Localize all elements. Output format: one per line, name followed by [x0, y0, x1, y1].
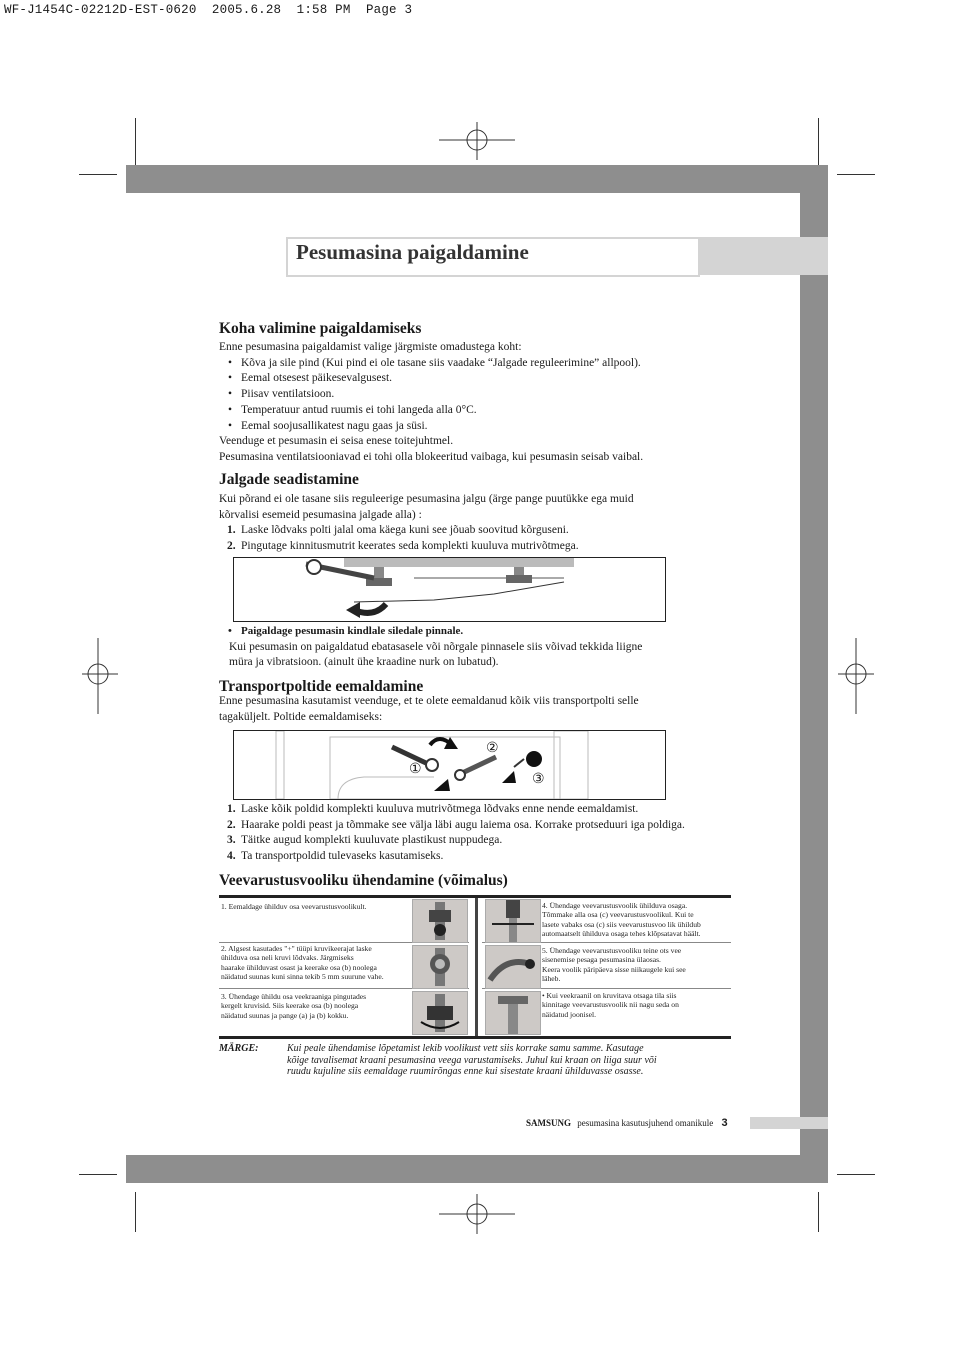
note-text: Kui peale ühendamise lõpetamist lekib voolikust vett siis korrake samu samme. Kasutage kõige tavalisemat kraani pesumasina veega varustamiseks. Juhul kui kraan on liiga suur või ruudu kujuline siis eemaldage ruumirõngas enne kui sisestate kraani ühilduvasse osasse. [287, 1043, 657, 1077]
section-heading-transport-bolts: Transportpoltide eemaldamine [219, 678, 424, 695]
bold-list-item: • Paigaldage pesumasin kindlale siledale pinnale. [228, 625, 464, 637]
note-label: MÄRGE: [219, 1043, 259, 1054]
feet-adjustment-illustration [233, 557, 666, 622]
step-item: 3. Täitke augud komplekti kuuluvate plastikust nuppudega. [227, 834, 503, 847]
transport-bolts-intro [219, 694, 639, 725]
body-text: Kui pesumasin on paigaldatud ebatasasele või nõrgale pinnasele siis võivad tekkida liigne [229, 640, 643, 653]
hose-step-image [485, 991, 541, 1035]
location-section [219, 340, 643, 466]
list-item: • Eemal otsesest päikesevalgusest. [228, 372, 393, 385]
top-frame-bar [126, 165, 828, 193]
step-item: 1. Laske kõik poldid komplekti kuuluva mutrivõtmega lõdvaks enne nende eemaldamist. [227, 803, 639, 815]
table-column-divider [475, 898, 478, 1036]
footer-text: pesumasina kasutusjuhend omanikule [577, 1118, 714, 1128]
registration-mark-bottom [437, 1192, 517, 1236]
hose-step-cell: 3. Ühendage ühildu osa veekraaniga pingutades kergelt kruvisid. Siis keerake osa (b) noolega näidatud suunas ja pange (a) ja (b) kokku. [221, 992, 367, 1020]
registration-mark-left [80, 636, 120, 716]
step-item: 1. Laske lõdvaks polti jalal oma käega kuni see jõuab soovitud kõrguseni. [227, 524, 569, 537]
intro-text: tagaküljelt. Poltide eemaldamiseks: [219, 710, 383, 723]
feet-section [219, 492, 634, 555]
body-text: Veenduge et pesumasin ei seisa enese toitejuhtmel. [219, 435, 454, 448]
intro-text: Kui põrand ei ole tasane siis reguleerige pesumasina jalgu (ärge pange puutükke ega muid [219, 493, 634, 505]
transport-bolts-steps [219, 802, 685, 865]
intro-text: Enne pesumasina paigaldamist valige järgmiste omadustega koht: [219, 341, 522, 353]
section-heading-hose: Veevarustusvooliku ühendamine (võimalus) [219, 872, 508, 889]
transport-bolts-illustration [233, 730, 666, 800]
section-heading-feet: Jalgade seadistamine [219, 471, 359, 488]
feet-notes [219, 624, 642, 671]
bottom-frame-bar [126, 1155, 828, 1183]
footer-bar [750, 1117, 828, 1129]
brand-name: SAMSUNG [526, 1118, 572, 1128]
hose-step-cell: 1. Eemaldage ühilduv osa veevarustusvoolikult. [221, 902, 367, 911]
intro-text: kõrvalisi esemeid pesumasina jalgade alla) : [219, 508, 422, 521]
page-number: 3 [721, 1117, 728, 1129]
body-text: müra ja vibratsioon. (ainult ühe kraadine nurk on lubatud). [229, 656, 499, 669]
hose-step-image [485, 945, 541, 989]
print-slug: WF-J1454C-02212D-EST-0620 2005.6.28 1:58 PM Page 3 [4, 3, 413, 17]
hose-step-image [412, 899, 468, 943]
hose-step-image [412, 945, 468, 989]
list-item: • Temperatuur antud ruumis ei tohi langeda alla 0°C. [228, 403, 477, 416]
list-item: • Kõva ja sile pind (Kui pind ei ole tasane siis vaadake “Jalgade reguleerimine” allpool). [228, 356, 641, 369]
bolts-illustration-svg [234, 731, 665, 799]
callout-label: ② [486, 741, 499, 756]
hose-step-cell: 4. Ühendage veevarustusvoolik ühilduva osaga. Tõmmake alla osa (c) veevarustusvoolikul. Kui te lasete vabaks osa (c) siis veevarustusvoo lik ühildub automaatselt ühilduva osaga tehes klõpsatavat häält. [542, 901, 701, 938]
feet-illustration-svg [234, 558, 665, 621]
step-item: 2. Pingutage kinnitusmutrit keerates seda komplekti kuuluva mutrivõtmega. [227, 540, 579, 553]
hose-step-image [412, 991, 468, 1035]
intro-text: Enne pesumasina kasutamist veenduge, et te olete eemaldanud kõik viis transportpolti selle [219, 695, 639, 707]
registration-mark-right [836, 636, 876, 716]
list-item: • Eemal soojusallikatest nagu gaas ja süsi. [228, 419, 428, 432]
title-band [698, 237, 828, 275]
callout-label: ① [409, 762, 422, 777]
registration-mark-top [437, 120, 517, 164]
hose-step-cell: 5. Ühendage veevarustusvooliku teine ots vee sisenemise pesaga pesumasina ülaosas. Keera voolik päripäeva sisse niikaugele kui see läheb. [542, 946, 686, 983]
list-item: • Piisav ventilatsioon. [228, 388, 335, 401]
page-title: Pesumasina paigaldamine [296, 240, 529, 264]
hose-step-cell: • Kui veekraanil on kruvitava otsaga tila siis kinnitage veevarustusvoolik nii nagu seda on näidatud joonisel. [542, 991, 679, 1019]
step-item: 2. Haarake poldi peast ja tõmmake see välja läbi augu laiema osa. Korrake protseduuri iga poldiga. [227, 818, 685, 831]
section-heading-location: Koha valimine paigaldamiseks [219, 320, 422, 337]
page-footer [526, 1117, 728, 1129]
table-bottom-rule [219, 1036, 731, 1039]
hose-step-image [485, 899, 541, 943]
body-text: Pesumasina ventilatsiooniavad ei tohi olla blokeeritud vaibaga, kui pesumasin seisab vaibal. [219, 450, 644, 463]
callout-label: ③ [532, 772, 545, 787]
right-frame-bar [800, 193, 828, 1155]
hose-step-cell: 2. Algsest kasutades "+" tüüpi kruvikeerajat laske ühilduva osa neli kruvi lõdvaks. Järgmiseks haarake ühilduvast osast ja keerake osa (b) noolega näidatud suunas kuni sinna tekib 5 mm suurune vahe. [221, 944, 384, 981]
step-item: 4. Ta transportpoldid tulevaseks kasutamiseks. [227, 850, 444, 863]
